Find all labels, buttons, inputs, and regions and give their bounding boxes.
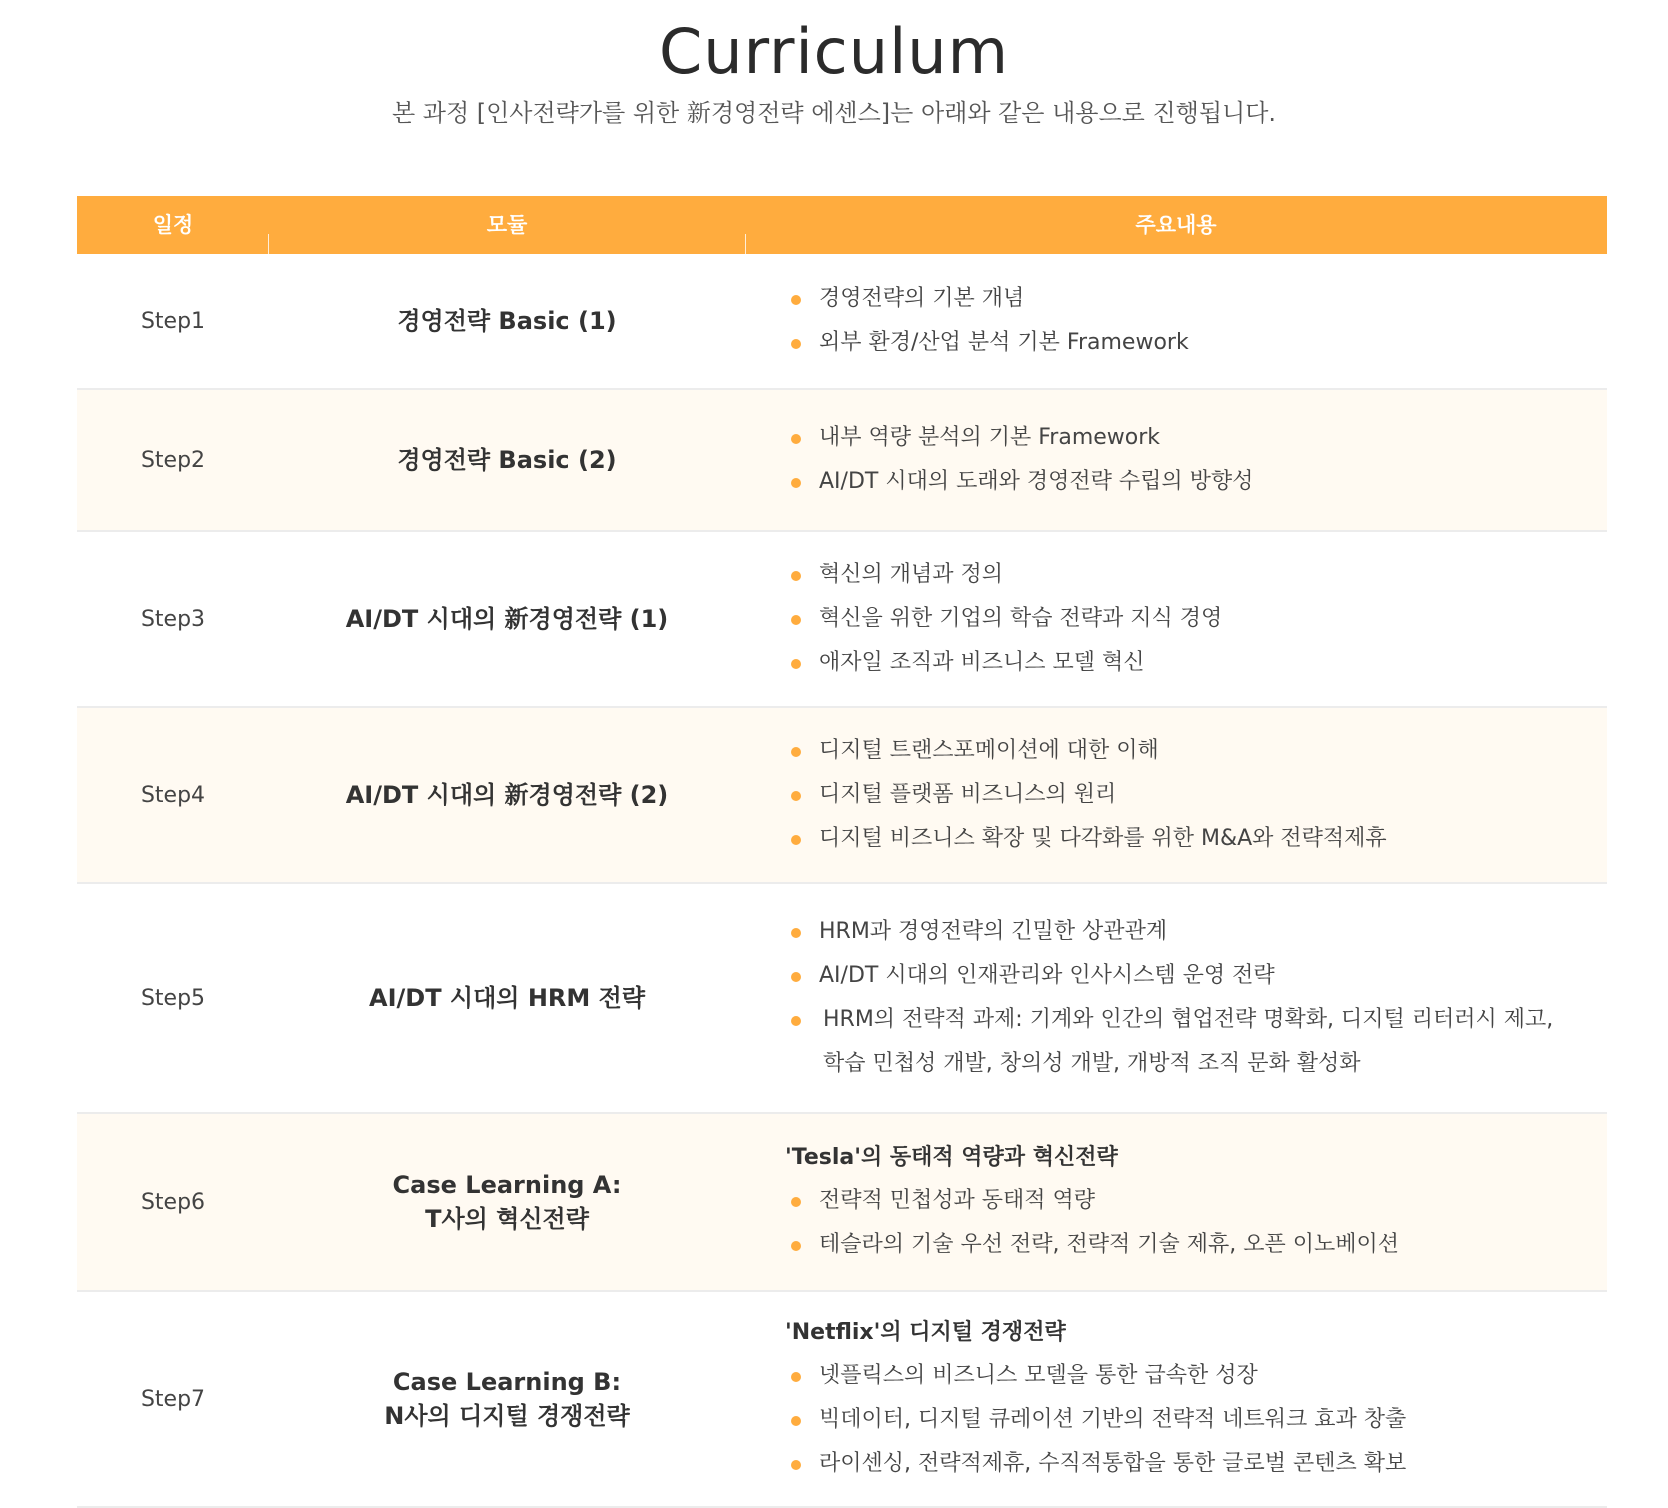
list-item	[785, 729, 1607, 773]
module-name	[269, 778, 745, 812]
list-item-text: 경영전략의 기본 개념	[819, 286, 1025, 311]
list-item	[785, 998, 1607, 1042]
list-item-text: 넷플릭스의 비즈니스 모델을 통한 급속한 성장	[819, 1363, 1258, 1388]
list-item-text: 라이센싱, 전략적제휴, 수직적통합을 통한 글로벌 콘텐츠 확보	[819, 1451, 1407, 1476]
list-item	[785, 954, 1607, 998]
step-label: Step4	[140, 782, 206, 808]
list-item	[785, 1223, 1607, 1267]
content-list	[785, 277, 1607, 365]
table-row	[77, 390, 1607, 532]
content-list	[785, 729, 1607, 861]
bullet-icon	[791, 1416, 801, 1426]
list-item	[785, 553, 1607, 597]
bullet-icon	[791, 1016, 801, 1026]
module-name	[269, 981, 745, 1015]
content-list	[785, 910, 1607, 1086]
list-item	[785, 773, 1607, 817]
list-item	[785, 1398, 1607, 1442]
bullet-icon	[791, 571, 801, 581]
bullet-icon	[791, 478, 801, 488]
list-item	[785, 597, 1607, 641]
list-item-text: HRM과 경영전략의 긴밀한 상관관계	[819, 919, 1168, 944]
list-item-text: 테슬라의 기술 우선 전략, 전략적 기술 제휴, 오픈 이노베이션	[819, 1232, 1399, 1257]
list-item-text: 디지털 비즈니스 확장 및 다각화를 위한 M&A와 전략적제휴	[819, 826, 1387, 851]
page-subtitle: 본 과정 [인사전략가를 위한 新경영전략 에센스]는 아래와 같은 내용으로 진행됩니다.	[391, 99, 1277, 127]
content-list	[785, 1179, 1607, 1267]
step-label: Step7	[140, 1386, 206, 1412]
list-item-text: 혁신을 위한 기업의 학습 전략과 지식 경영	[819, 606, 1223, 631]
content-cell	[745, 910, 1607, 1086]
list-item-text: HRM의 전략적 과제: 기계와 인간의 협업전략 명확화, 디지털 리터러시 제고,	[823, 1007, 1554, 1032]
table-header	[77, 196, 1607, 254]
list-item-text: AI/DT 시대의 인재관리와 인사시스템 운영 전략	[819, 963, 1275, 988]
header-module: 모듈	[486, 213, 528, 237]
module-name	[269, 1168, 745, 1236]
bullet-icon	[791, 1241, 801, 1251]
curriculum-table	[77, 196, 1607, 1508]
list-item	[785, 460, 1607, 504]
list-item	[785, 1354, 1607, 1398]
bullet-icon	[791, 295, 801, 305]
table-row	[77, 532, 1607, 708]
content-cell	[745, 729, 1607, 861]
bullet-icon	[791, 615, 801, 625]
bullet-icon	[791, 434, 801, 444]
list-item-text: 디지털 플랫폼 비즈니스의 원리	[819, 782, 1117, 807]
bullet-icon	[791, 972, 801, 982]
module-line: AI/DT 시대의 新경영전략 (2)	[345, 781, 669, 809]
module-line: 경영전략 Basic (1)	[397, 307, 617, 335]
module-line: N사의 디지털 경쟁전략	[384, 1402, 630, 1430]
list-item	[785, 321, 1607, 365]
list-item	[785, 1042, 1607, 1086]
content-list	[785, 553, 1607, 685]
header-divider	[745, 234, 746, 254]
bullet-icon	[791, 1460, 801, 1470]
list-item	[785, 416, 1607, 460]
module-line: Case Learning B:	[392, 1368, 622, 1396]
table-row	[77, 708, 1607, 884]
bullet-icon	[791, 791, 801, 801]
list-item-text: 디지털 트랜스포메이션에 대한 이해	[819, 738, 1159, 763]
list-item	[785, 1179, 1607, 1223]
module-line: 경영전략 Basic (2)	[397, 446, 617, 474]
module-name	[269, 304, 745, 338]
case-heading: 'Netflix'의 디지털 경쟁전략	[785, 1320, 1066, 1345]
step-label: Step3	[140, 606, 206, 632]
bullet-icon	[791, 1197, 801, 1207]
bullet-icon	[791, 1372, 801, 1382]
step-label: Step1	[140, 308, 206, 334]
list-item	[785, 277, 1607, 321]
list-item-text: 애자일 조직과 비즈니스 모델 혁신	[819, 650, 1145, 675]
table-row	[77, 884, 1607, 1114]
list-item	[785, 1442, 1607, 1486]
content-cell	[745, 277, 1607, 365]
content-list	[785, 1354, 1607, 1486]
module-line: AI/DT 시대의 新경영전략 (1)	[345, 605, 669, 633]
case-heading: 'Tesla'의 동태적 역량과 혁신전략	[785, 1145, 1118, 1170]
module-line: AI/DT 시대의 HRM 전략	[369, 984, 645, 1012]
content-cell	[745, 553, 1607, 685]
bullet-icon	[791, 835, 801, 845]
list-item-text: 전략적 민첩성과 동태적 역량	[819, 1188, 1096, 1213]
header-content: 주요내용	[1135, 213, 1217, 237]
list-item-text: 빅데이터, 디지털 큐레이션 기반의 전략적 네트워크 효과 창출	[819, 1407, 1407, 1432]
list-item-text: 외부 환경/산업 분석 기본 Framework	[819, 330, 1189, 355]
table-row	[77, 1114, 1607, 1292]
step-label: Step5	[140, 985, 206, 1011]
bullet-icon	[791, 339, 801, 349]
content-cell	[745, 1137, 1607, 1267]
list-item-text: 내부 역량 분석의 기본 Framework	[819, 425, 1161, 450]
bullet-icon	[791, 659, 801, 669]
step-label: Step2	[140, 447, 206, 473]
list-item	[785, 817, 1607, 861]
module-name	[269, 602, 745, 636]
step-label: Step6	[140, 1189, 206, 1215]
module-name	[269, 443, 745, 477]
module-line: Case Learning A:	[392, 1171, 622, 1199]
list-item-text: AI/DT 시대의 도래와 경영전략 수립의 방향성	[819, 469, 1254, 494]
list-item-text: 학습 민첩성 개발, 창의성 개발, 개방적 조직 문화 활성화	[823, 1051, 1361, 1076]
list-item-text: 혁신의 개념과 정의	[819, 562, 1004, 587]
header-divider	[268, 234, 269, 254]
table-body	[77, 254, 1607, 1508]
content-list	[785, 416, 1607, 504]
bullet-icon	[791, 928, 801, 938]
content-cell	[745, 1312, 1607, 1486]
header-schedule: 일정	[152, 213, 194, 237]
page-title: Curriculum	[658, 15, 1009, 88]
list-item	[785, 910, 1607, 954]
bullet-icon	[791, 747, 801, 757]
content-cell	[745, 416, 1607, 504]
table-row	[77, 254, 1607, 390]
table-row	[77, 1292, 1607, 1508]
list-item	[785, 641, 1607, 685]
module-name	[269, 1365, 745, 1433]
module-line: T사의 혁신전략	[425, 1205, 589, 1233]
